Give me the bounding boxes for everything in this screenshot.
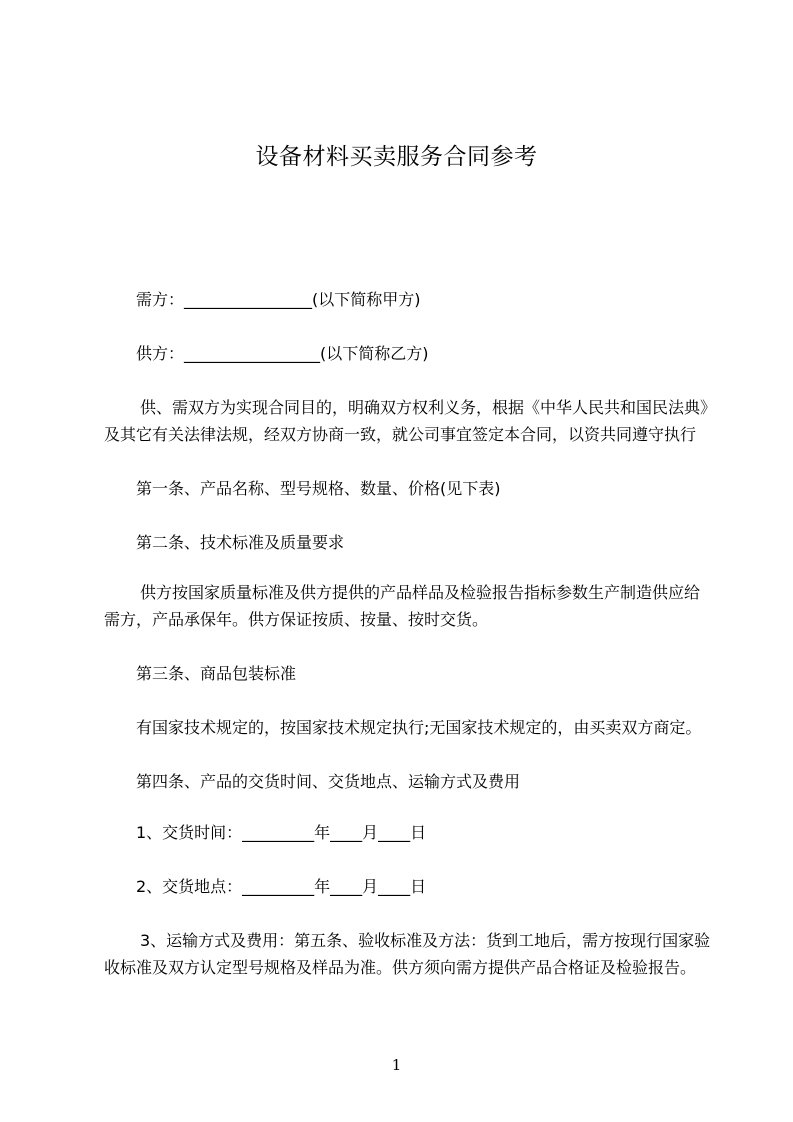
article-3-body: 有国家技术规定的，按国家技术规定执行;无国家技术规定的，由买卖双方商定。 — [136, 718, 702, 737]
delivery-time-line: 1、交货时间：_________年____月____日 — [136, 823, 427, 842]
document-title: 设备材料买卖服务合同参考 — [255, 144, 538, 170]
article-3-heading: 第三条、商品包装标准 — [136, 664, 297, 683]
page-number: 1 — [391, 1056, 402, 1074]
article-2-heading: 第二条、技术标准及质量要求 — [136, 533, 345, 552]
article-2-line: 供方按国家质量标准及供方提供的产品样品及检验报告指标参数生产制造供应给 — [140, 583, 701, 602]
article-4-heading: 第四条、产品的交货时间、交货地点、运输方式及费用 — [136, 772, 521, 791]
preamble-line: 供、需双方为实现合同目的，明确双方权利义务，根据《中华人民共和国民法典》 — [140, 398, 717, 417]
preamble-line: 及其它有关法律法规，经双方协商一致，就公司事宜签定本合同，以资共同遵守执行 — [104, 425, 697, 444]
article-2-line: 需方，产品承保年。供方保证按质、按量、按时交货。 — [104, 610, 489, 629]
buyer-line: 需方：________________(以下简称甲方) — [136, 290, 421, 309]
article-1-heading: 第一条、产品名称、型号规格、数量、价格(见下表) — [136, 479, 501, 498]
transport-line: 收标准及双方认定型号规格及样品为准。供方须向需方提供产品合格证及检验报告。 — [104, 958, 697, 977]
seller-line: 供方：_________________(以下简称乙方) — [136, 344, 429, 363]
transport-line: 3、运输方式及费用：第五条、验收标准及方法：货到工地后，需方按现行国家验 — [140, 931, 711, 950]
delivery-place-line: 2、交货地点：_________年____月____日 — [136, 877, 427, 896]
